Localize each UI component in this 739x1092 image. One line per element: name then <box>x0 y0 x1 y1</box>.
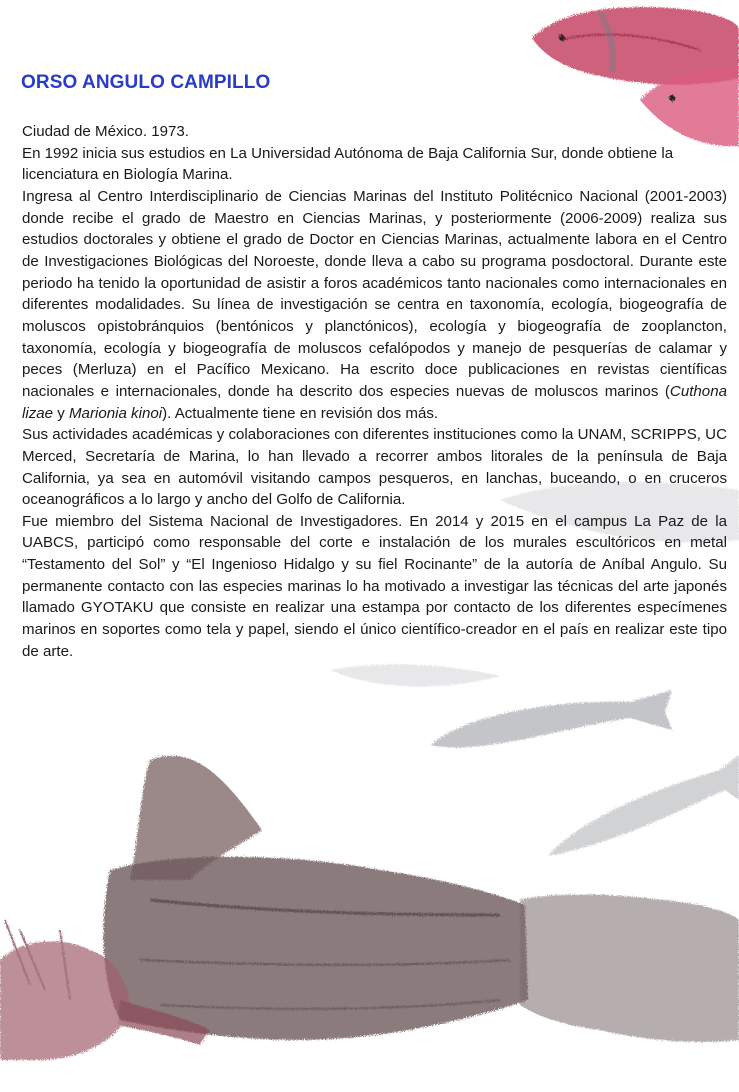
species-name-2: Marionia kinoi <box>68 404 163 422</box>
bio-research-paragraph <box>22 186 727 424</box>
grey-fish-print-large <box>430 690 672 748</box>
bio-research-text: Ingresa al Centro Interdisciplinario de Ciencias Marinas del Instituto Politécnico Nacional (2001-2003) donde recibe el grado de Maestro en Ciencias Marinas, y posteriormente (2006-2009) realiza sus estudios doctorales y obtiene el grado de Doctor en Ciencias Marinas, actualmente labora en el Centro de Investigaciones Biológicas del Noroeste, donde lleva a cabo su programa posdoctoral. Durante este periodo ha tenido la oportunidad de asistir a foros académicos tanto nacionales como internacionales en diferentes modalidades. Su línea de investigación se centra en taxonomía, ecología, biogeografía de moluscos opistobránquios (bentónicos y planctónicos), ecología y biogeografía de zooplancton, taxonomía, ecología y biogeografía de moluscos cefalópodos y manejo de pesquerías de calamar y peces (Merluza) en el Pacífico Mexicano. Ha escrito doce publicaciones en revistas científicas nacionales e internacionales, donde ha descrito dos especies nuevas de moluscos marinos ( <box>22 187 727 400</box>
biography-text <box>22 121 727 662</box>
species-name-1: Cuthona lizae <box>22 382 727 422</box>
bio-research-conjunction: y <box>53 404 69 422</box>
page-title: ORSO ANGULO CAMPILLO <box>21 72 271 93</box>
bio-activities-paragraph: Sus actividades académicas y colaboraciones con diferentes instituciones como la UNAM, SCRIPPS, UC Merced, Secretaría de Marina, lo han llevado a recorrer ambos litorales de la península de Baja California, ya sea en automóvil visitando campos pesqueros, en lanchas, buceando, o en cruceros oceanográficos a lo largo y ancho del Golfo de California. <box>22 426 727 509</box>
bio-research-closing: ). Actualmente tiene en revisión dos más. <box>162 404 439 422</box>
bio-origin: Ciudad de México. 1973. <box>22 123 189 140</box>
grey-fish-print-lower <box>548 755 739 856</box>
bio-education-paragraph: En 1992 inicia sus estudios en La Universidad Autónoma de Baja California Sur, donde obtiene la licenciatura en Biología Marina. <box>22 144 674 184</box>
bio-gyotaku-paragraph: Fue miembro del Sistema Nacional de Investigadores. En 2014 y 2015 en el campus La Paz de la UABCS, participó como responsable del corte e instalación de los murales escultóricos en metal “Testamento del Sol” y “El Ingenioso Hidalgo y su fiel Rocinante” de la autoría de Aníbal Angulo. Su permanente contacto con las especies marinas lo ha motivado a investigar las técnicas del arte japonés llamado GYOTAKU que consiste en realizar una estampa por contacto de los diferentes especímenes marinos en soportes como tela y papel, siendo el único científico-creador en el país en realizar este tipo de arte. <box>22 512 727 660</box>
